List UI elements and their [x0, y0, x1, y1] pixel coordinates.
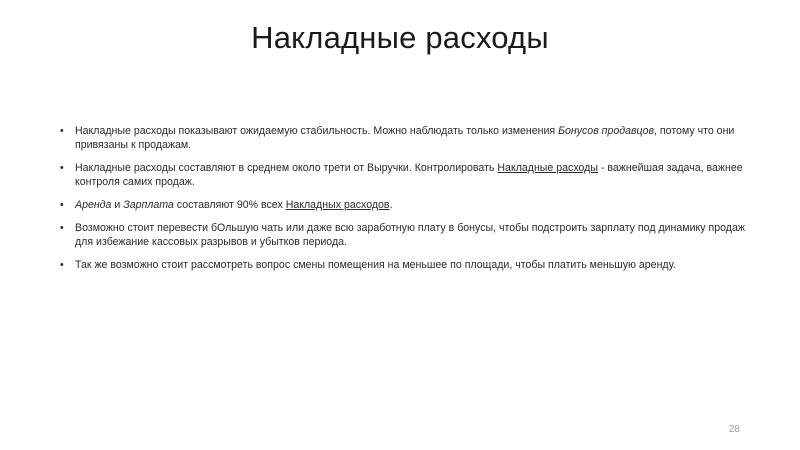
- bullet-text: - важнейшая задача, важнее контроля самих продаж.: [75, 162, 743, 188]
- page-number: 28: [728, 424, 740, 435]
- bullet-item: [60, 198, 750, 212]
- bullet-text: и: [111, 199, 124, 211]
- bullet-text: Накладные расходы составляют в среднем около трети от Выручки. Контролировать: [75, 162, 498, 174]
- bullet-italic-term: Аренда: [75, 199, 112, 211]
- bullet-link[interactable]: Накладные расходы: [497, 162, 598, 174]
- bullet-item: [60, 221, 750, 249]
- bullet-item: [60, 161, 750, 189]
- bullet-text: составляют 90% всех: [173, 199, 286, 211]
- bullet-item: [60, 124, 750, 152]
- bullet-text: , потому что они привязаны к продажам.: [75, 125, 735, 151]
- bullet-text: .: [389, 199, 393, 211]
- bullet-list: [60, 124, 750, 281]
- bullet-italic-term: Бонусов продавцов: [558, 125, 655, 137]
- bullet-item: [60, 258, 750, 272]
- bullet-text: Так же возможно стоит рассмотреть вопрос смены помещения на меньшее по площади, чтобы платить меньшую аренду.: [75, 259, 676, 271]
- bullet-text: Возможно стоит перевести бОльшую чать или даже всю заработную плату в бонусы, чтобы подстроить зарплату под динамику продаж для избежание кассовых разрывов и убытков периода.: [75, 222, 745, 248]
- bullet-link[interactable]: Накладных расходов: [285, 199, 390, 211]
- slide-title: Накладные расходы: [251, 20, 549, 55]
- bullet-text: Накладные расходы показывают ожидаемую стабильность. Можно наблюдать только изменения: [75, 125, 559, 137]
- bullet-italic-term: Зарплата: [123, 199, 174, 211]
